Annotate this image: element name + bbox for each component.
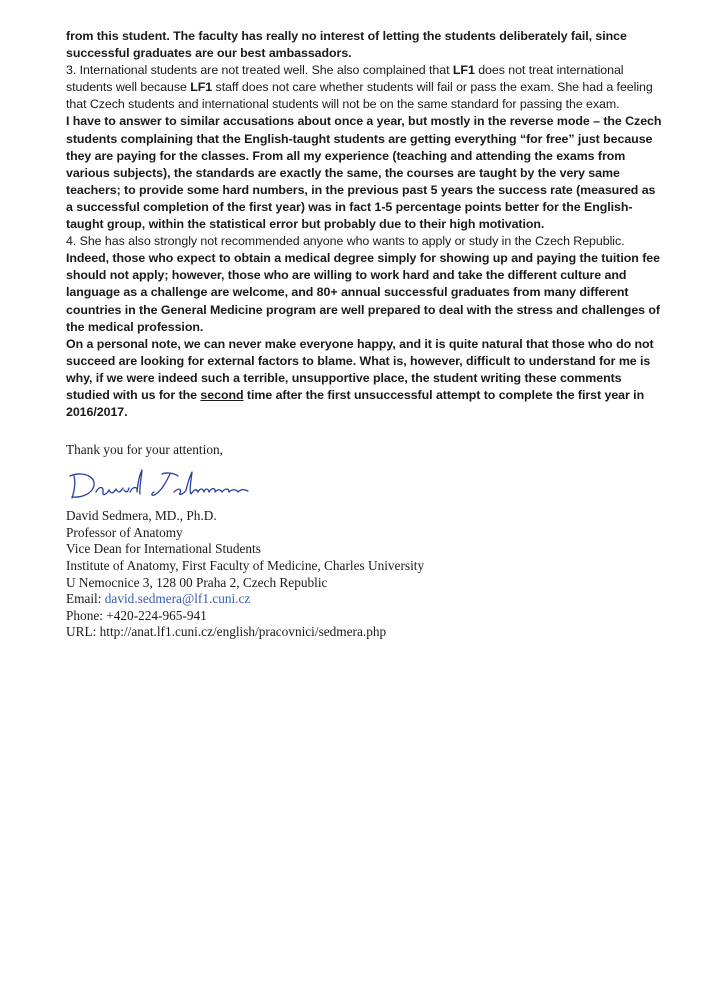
- paragraph-response-3: I have to answer to similar accusations about once a year, but mostly in the reverse mode – the Czech students complaining that the English-taught students are getting everything “for free” just because they are paying for the classes. From all my experience (teaching and attending the exams from various subjects), the standards are exactly the same, the courses are taught by the very same teachers; to provide some hard numbers, in the previous past 5 years the success rate (measured as a successful completion of the first year) was in fact 1-5 percentage points better for the English-taught group, within the statistical error but probably due to their high motivation.: [66, 114, 662, 232]
- signer-url[interactable]: URL: http://anat.lf1.cuni.cz/english/pracovnici/sedmera.php: [66, 624, 387, 640]
- point-3-text-b: does not treat international students well because: [66, 63, 624, 95]
- paragraph-continuation: from this student. The faculty has really no interest of letting the students deliberately fail, since successful graduates are our best ambassadors.: [66, 29, 627, 61]
- signer-address: U Nemocnice 3, 128 00 Praha 2, Czech Republic: [66, 574, 328, 590]
- letter-body: [66, 28, 664, 421]
- paragraph-point-3: [66, 62, 664, 113]
- personal-note-a: On a personal note, we can never make everyone happy, and it is quite natural that those who do not succeed are looking for external factors to blame. What is, however, difficult to understand for me is why, if we were indeed such a terrible, unsupportive place, the student writing these comments studied with us for the: [66, 336, 654, 402]
- paragraph-personal-note: [66, 336, 664, 421]
- paragraph-response-4: Indeed, those who expect to obtain a medical degree simply for showing up and paying the tuition fee should not apply; however, those who are willing to work hard and take the different culture and language as a challenge are welcome, and 80+ annual successful graduates from many different countries in the General Medicine program are well prepared to deal with the stress and challenges of the medical profession.: [66, 251, 660, 334]
- point-3-text-c: staff does not care whether students will fail or pass the exam. She had a feeling that Czech students and international students will not be on the same standard for passing the exam.: [66, 80, 653, 112]
- signer-phone: Phone: +420-224-965-941: [66, 607, 207, 623]
- point-3-lf1-a: LF1: [452, 63, 475, 78]
- handwritten-signature: [66, 464, 664, 504]
- email-label: Email:: [66, 591, 105, 607]
- personal-note-c: time after the first unsuccessful attempt to complete the first year in 2016/2017.: [66, 387, 645, 420]
- signer-name: David Sedmera, MD., Ph.D.: [66, 508, 217, 524]
- letter-page: [66, 28, 664, 641]
- point-3-text-a: 3. International students are not treated well. She also complained that: [66, 63, 453, 78]
- signer-title-2: Vice Dean for International Students: [66, 541, 261, 557]
- email-link[interactable]: david.sedmera@lf1.cuni.cz: [104, 591, 251, 607]
- paragraph-point-4: 4. She has also strongly not recommended anyone who wants to apply or study in the Czech Republic.: [66, 234, 625, 249]
- personal-note-second: second: [200, 387, 244, 402]
- point-3-lf1-b: LF1: [190, 80, 213, 95]
- signer-title-1: Professor of Anatomy: [66, 524, 183, 540]
- signer-email-line: [66, 591, 664, 608]
- signer-institute: Institute of Anatomy, First Faculty of Medicine, Charles University: [66, 557, 425, 573]
- signature-block: [66, 508, 664, 641]
- closing-line: Thank you for your attention,: [66, 442, 223, 458]
- signature-icon: [66, 464, 266, 504]
